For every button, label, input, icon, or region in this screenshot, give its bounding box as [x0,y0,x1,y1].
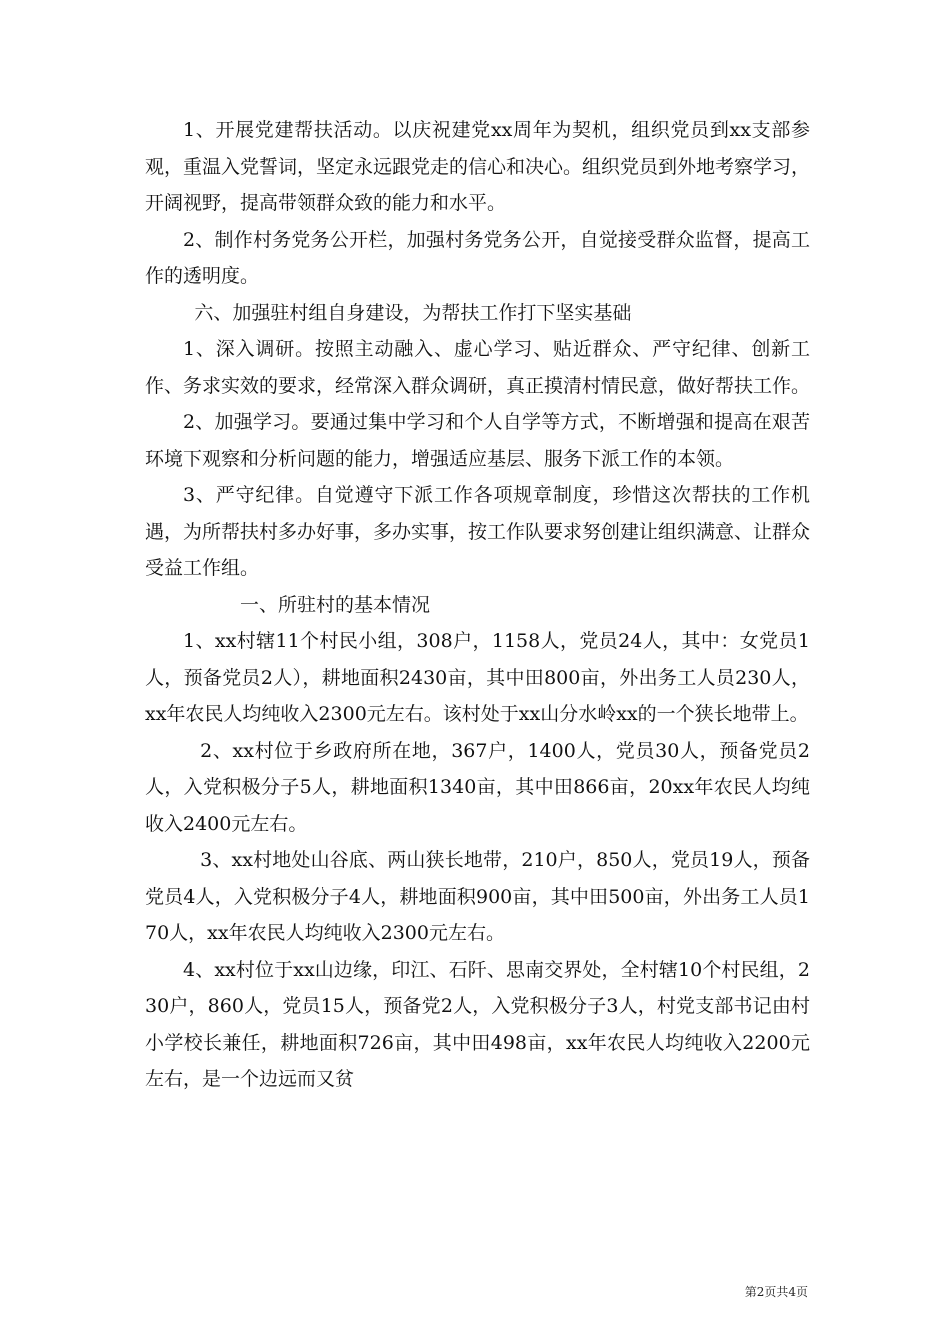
paragraph-village-1: 1、xx村辖11个村民小组，308户，1158人，党员24人，其中：女党员1人，预备党员2人），耕地面积2430亩，其中田800亩，外出务工人员230人，xx年农民人均纯收入2300元左右。该村处于xx山分水岭xx的一个狭长地带上。 [145,630,810,725]
paragraph-village-4: 4、xx村位于xx山边缘，印江、石阡、思南交界处，全村辖10个村民组，230户，860人，党员15人，预备党2人，入党积极分子3人，村党支部书记由村小学校长兼任，耕地面积726亩，其中田498亩，xx年农民人均纯收入2200元左右，是一个边远而又贫 [145,958,810,1090]
paragraph-research: 1、深入调研。按照主动融入、虚心学习、贴近群众、严守纪律、创新工作、务求实效的要求，经常深入群众调研，真正摸清村情民意，做好帮扶工作。 [145,338,810,397]
document-body [145,112,810,1242]
section-heading-six: 六、加强驻村组自身建设，为帮扶工作打下坚实基础 [194,301,632,324]
paragraph-study: 2、加强学习。要通过集中学习和个人自学等方式，不断增强和提高在艰苦环境下观察和分析问题的能力，增强适应基层、服务下派工作的本领。 [145,411,810,470]
paragraph-village-3: 3、xx村地处山谷底、两山狭长地带，210户，850人，党员19人，预备党员4人，入党积极分子4人，耕地面积900亩，其中田500亩，外出务工人员170人，xx年农民人均纯收入2300元左右。 [145,849,810,944]
paragraph-public-board: 2、制作村务党务公开栏，加强村务党务公开，自觉接受群众监督，提高工作的透明度。 [145,228,810,287]
paragraph-discipline: 3、严守纪律。自觉遵守下派工作各项规章制度，珍惜这次帮扶的工作机遇，为所帮扶村多办好事，多办实事，按工作队要求努创建让组织满意、让群众受益工作组。 [145,484,810,579]
page-number-footer: 第2页共4页 [744,1285,808,1299]
section-heading-one: 一、所驻村的基本情况 [240,593,431,616]
paragraph-party-building: 1、开展党建帮扶活动。以庆祝建党xx周年为契机，组织党员到xx支部参观，重温入党誓词，坚定永远跟党走的信心和决心。组织党员到外地考察学习，开阔视野，提高带领群众致的能力和水平。 [145,119,810,214]
paragraph-village-2: 2、xx村位于乡政府所在地，367户，1400人，党员30人，预备党员2人，入党积极分子5人，耕地面积1340亩，其中田866亩，20xx年农民人均纯收入2400元左右。 [145,739,810,835]
